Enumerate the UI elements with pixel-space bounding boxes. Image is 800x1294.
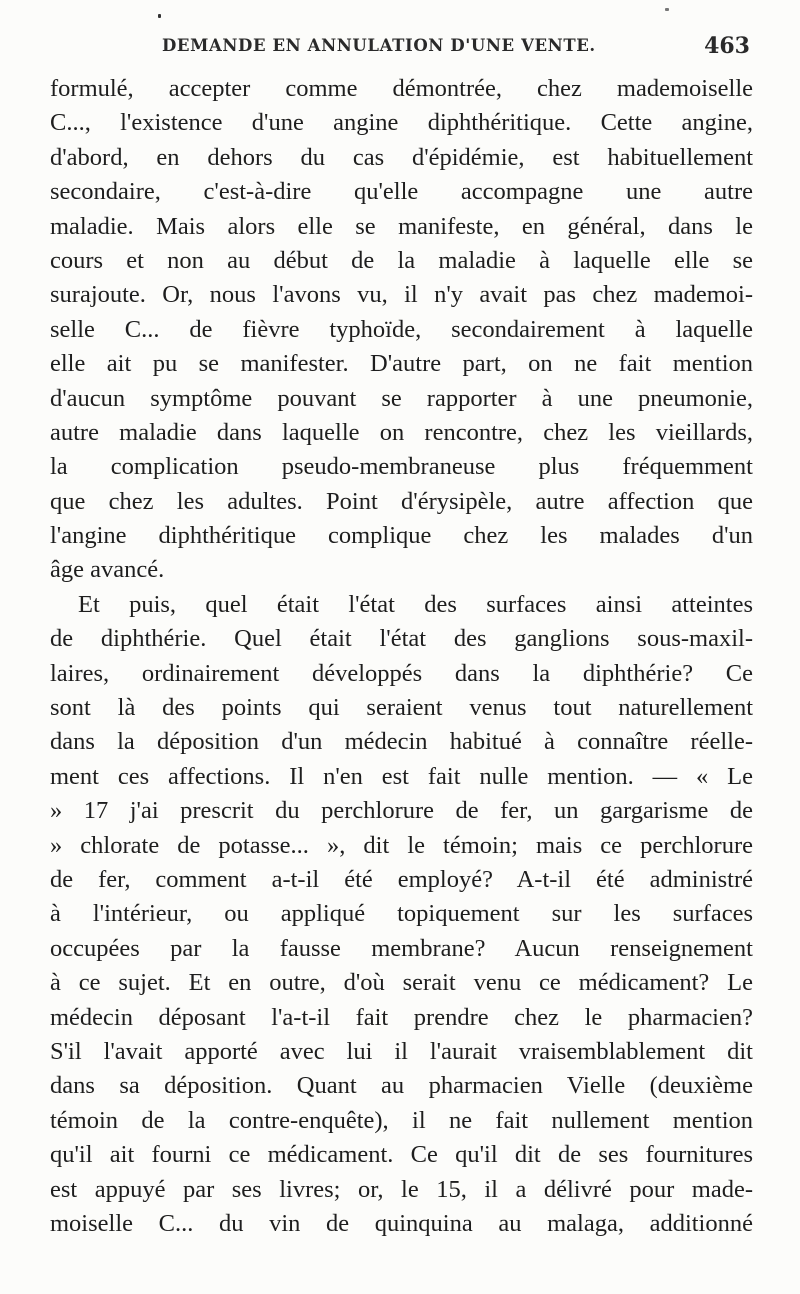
text-line: » 17 j'ai prescrit du perchlorure de fer, un gargarisme de xyxy=(50,797,753,825)
text-line: surajoute. Or, nous l'avons vu, il n'y avait pas chez mademoi- xyxy=(50,281,753,309)
text-line: dans sa déposition. Quant au pharmacien Vielle (deuxième xyxy=(50,1072,753,1100)
text-line: de fer, comment a-t-il été employé? A-t-il été administré xyxy=(50,865,753,893)
running-title: DEMANDE EN ANNULATION D'UNE VENTE. xyxy=(162,36,596,55)
text-line: C..., l'existence d'une angine diphthéritique. Cette angine, xyxy=(50,109,753,137)
text-line: sont là des points qui seraient venus tout naturellement xyxy=(50,694,753,722)
text-line: autre maladie dans laquelle on rencontre, chez les vieillards, xyxy=(50,418,753,446)
paragraph-end-line: âge avancé. xyxy=(50,556,165,584)
text-line: dans la déposition d'un médecin habitué à connaître réelle- xyxy=(50,728,753,756)
ink-speck xyxy=(665,8,669,11)
page-number: 463 xyxy=(704,33,750,59)
text-line: cours et non au début de la maladie à laquelle elle se xyxy=(50,246,753,274)
body-text xyxy=(50,72,753,1241)
text-line: l'angine diphthéritique complique chez les malades d'un xyxy=(50,522,753,550)
text-line: d'abord, en dehors du cas d'épidémie, est habituellement xyxy=(50,143,753,171)
text-line: S'il l'avait apporté avec lui il l'aurait vraisemblablement dit xyxy=(50,1037,753,1065)
text-line: la complication pseudo-membraneuse plus fréquemment xyxy=(50,453,753,481)
text-line: à ce sujet. Et en outre, d'où serait venu ce médicament? Le xyxy=(50,969,753,997)
text-line: occupées par la fausse membrane? Aucun renseignement xyxy=(50,934,753,962)
text-line: est appuyé par ses livres; or, le 15, il a délivré pour made- xyxy=(50,1175,753,1203)
text-line: moiselle C... du vin de quinquina au malaga, additionné xyxy=(50,1209,753,1237)
text-line: d'aucun symptôme pouvant se rapporter à une pneumonie, xyxy=(50,384,753,412)
text-line: médecin déposant l'a-t-il fait prendre chez le pharmacien? xyxy=(50,1003,753,1031)
running-head xyxy=(50,33,750,64)
text-line: elle ait pu se manifester. D'autre part, on ne fait mention xyxy=(50,350,753,378)
text-line: de diphthérie. Quel était l'état des ganglions sous-maxil- xyxy=(50,625,753,653)
text-line: » chlorate de potasse... », dit le témoin; mais ce perchlorure xyxy=(50,831,753,859)
text-line: formulé, accepter comme démontrée, chez mademoiselle xyxy=(50,75,753,102)
text-line: témoin de la contre-enquête), il ne fait nullement mention xyxy=(50,1106,753,1134)
text-line: maladie. Mais alors elle se manifeste, en général, dans le xyxy=(50,212,753,240)
ink-speck xyxy=(158,14,161,18)
text-line: secondaire, c'est-à-dire qu'elle accompagne une autre xyxy=(50,178,753,206)
text-line: à l'intérieur, ou appliqué topiquement sur les surfaces xyxy=(50,900,753,928)
text-line: ment ces affections. Il n'en est fait nulle mention. — « Le xyxy=(50,762,753,790)
text-line: que chez les adultes. Point d'érysipèle, autre affection que xyxy=(50,487,753,515)
paragraph-start-line: Et puis, quel était l'état des surfaces ainsi atteintes xyxy=(78,590,753,618)
text-line: laires, ordinairement développés dans la diphthérie? Ce xyxy=(50,659,753,687)
text-line: selle C... de fièvre typhoïde, secondairement à laquelle xyxy=(50,315,753,343)
text-line: qu'il ait fourni ce médicament. Ce qu'il dit de ses fournitures xyxy=(50,1141,753,1169)
